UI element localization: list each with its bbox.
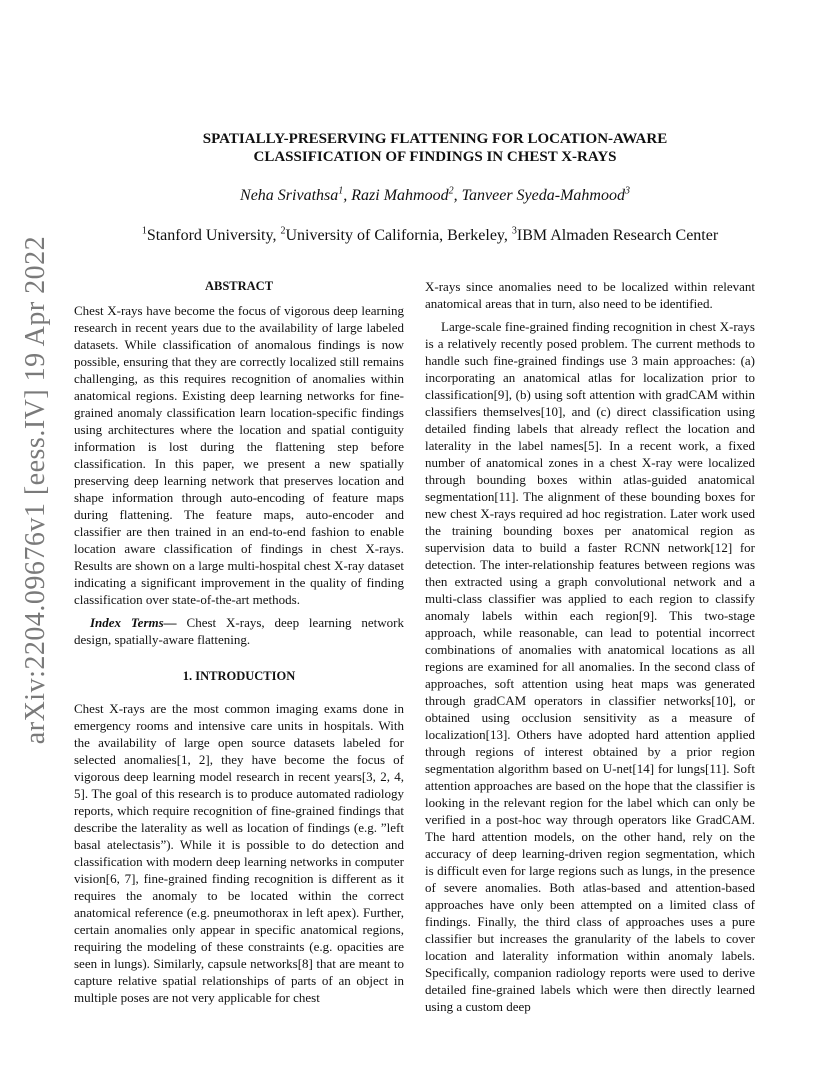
index-terms-label: Index Terms—	[90, 615, 177, 630]
right-paragraph-1: X-rays since anomalies need to be localized within relevant anatomical areas that in turn, also need to be identified.	[425, 279, 755, 311]
author-affil-marker: 1	[338, 185, 344, 197]
index-terms	[74, 614, 404, 648]
paper-title	[150, 130, 720, 166]
title-line-1: SPATIALLY-PRESERVING FLATTENING FOR LOCATION-AWARE	[202, 131, 668, 147]
affiliation: Stanford University,	[146, 227, 281, 244]
affiliation: IBM Almaden Research Center	[516, 227, 719, 244]
abstract-text: Chest X-rays have become the focus of vigorous deep learning research in recent years due to the availability of large labeled datasets. While classification of anomalous findings is now possible, ensuring that they are correctly localized still remains challenging, as this requires recognition of anomalies within anatomical regions. Existing deep learning networks for fine-grained anomaly classification learn location-specific findings using architectures where the location and spatial contiguity information is lost during the flattening step before classification. In this paper, we present a new spatially preserving deep learning network that preserves location and shape information through auto-encoding of feature maps during flattening. The feature maps, auto-encoder and classifier are then trained in an end-to-end fashion to enable location aware classification of findings in chest X-rays. Results are shown on a large multi-hospital chest X-ray dataset indicating a significant improvement in the quality of finding classification over state-of-the-art methods.	[74, 303, 404, 607]
right-paragraph-2: Large-scale fine-grained finding recognition in chest X-rays is a relatively recently posed problem. The current methods to handle such fine-grained findings use 3 main approaches: (a) incorporating an anatomical atlas for localization prior to classification[9], (b) using soft attention with gradCAM within classifiers themselves[10], and (c) direct classification using detailed finding labels that already reflect the location and laterality in the label names[5]. In a recent work, a fixed number of anatomical zones in a chest X-ray were localized through bounding boxes within atlas-guided anatomical segmentation[11]. The alignment of these bounding boxes for new chest X-rays required ad hoc registration. Later work used the training bounding boxes per anatomical region as supervision data to build a faster RCNN network[12] for detection. The inter-relationship features between regions was then extracted using a graph convolutional network and a multi-class classifier was applied to each region to classify anomaly labels within each region[9]. This two-stage approach, while reasonable, can lead to potential incorrect combinations of anomalies with anatomical locations as all regions are examined for all anomalies. In the second class of approaches, soft attention using heat maps was generated through gradCAM operators in classifier networks[10], or obtained using occlusion sensitivity as a measure of localization[13]. Others have adopted hard attention applied through regions of interest obtained by a prior region segmentation algorithm based on U-net[14] for lungs[11]. Soft attention approaches are based on the hope that the classifier is looking in the relevant region for the label which can only be verified in a post-hoc way through operators like GradCAM. The hard attention models, on the other hand, rely on the accuracy of deep learning-driven region segmentation, which is difficult even for large regions such as lungs, in the presence of severe anomalies. Both atlas-based and attention-based approaches have only been attempted on a limited class of findings. Finally, the third class of approaches uses a pure classifier but increases the granularity of the labels to cover location and laterality information within anomaly labels. Specifically, companion radiology reports were used to derive detailed fine-grained labels which were then directly learned using a custom deep	[425, 319, 755, 1014]
affil-marker: 1	[141, 225, 147, 237]
author-separator: ,	[343, 187, 352, 204]
title-line-2: CLASSIFICATION OF FINDINGS IN CHEST X-RAYS	[253, 149, 617, 165]
author-list	[110, 186, 760, 206]
author-name: Tanveer Syeda-Mahmood	[461, 187, 625, 204]
arxiv-identifier: arXiv:2204.09676v1 [eess.IV] 19 Apr 2022	[20, 235, 51, 745]
author-name: Neha Srivathsa	[240, 187, 339, 204]
affil-marker: 2	[280, 225, 286, 237]
intro-text: Chest X-rays are the most common imaging exams done in emergency rooms and intensive care units in hospitals. With the availability of large open source datasets labeled for selected anomalies[1, 2], they have become the focus of vigorous deep learning model research in recent years[3, 2, 4, 5]. The goal of this research is to produce automated radiology reports, which require recognition of fine-grained findings that describe the laterality as well as location of findings (e.g. ”left basal atelectasis”). While it is possible to do detection and classification with modern deep learning networks in computer vision[6, 7], fine-grained finding recognition is different as it requires the anomaly to be located within the correct anatomical reference (e.g. pneumothorax in left apex). Further, certain anomalies only appear in specific anatomical regions, requiring the modeling of these constraints (e.g. opacities are seen in lungs). Similarly, capsule networks[8] that are meant to capture relative spatial relationships of parts of an object in multiple poses are not very applicable for chest	[74, 701, 404, 1005]
right-column	[425, 278, 755, 1015]
affiliation: University of California, Berkeley,	[285, 227, 512, 244]
affiliation-list	[80, 226, 780, 246]
abstract-heading: ABSTRACT	[204, 279, 274, 293]
author-affil-marker: 2	[448, 185, 454, 197]
author-separator: ,	[453, 187, 462, 204]
author-affil-marker: 3	[624, 185, 630, 197]
arxiv-sidebar-stamp	[14, 235, 58, 745]
left-column	[74, 278, 404, 1006]
author-name: Razi Mahmood	[351, 187, 449, 204]
intro-heading: 1. INTRODUCTION	[182, 669, 296, 683]
affil-marker: 3	[511, 225, 517, 237]
index-terms-text: Chest X-rays, deep learning network design, spatially-aware flattening.	[74, 615, 404, 647]
